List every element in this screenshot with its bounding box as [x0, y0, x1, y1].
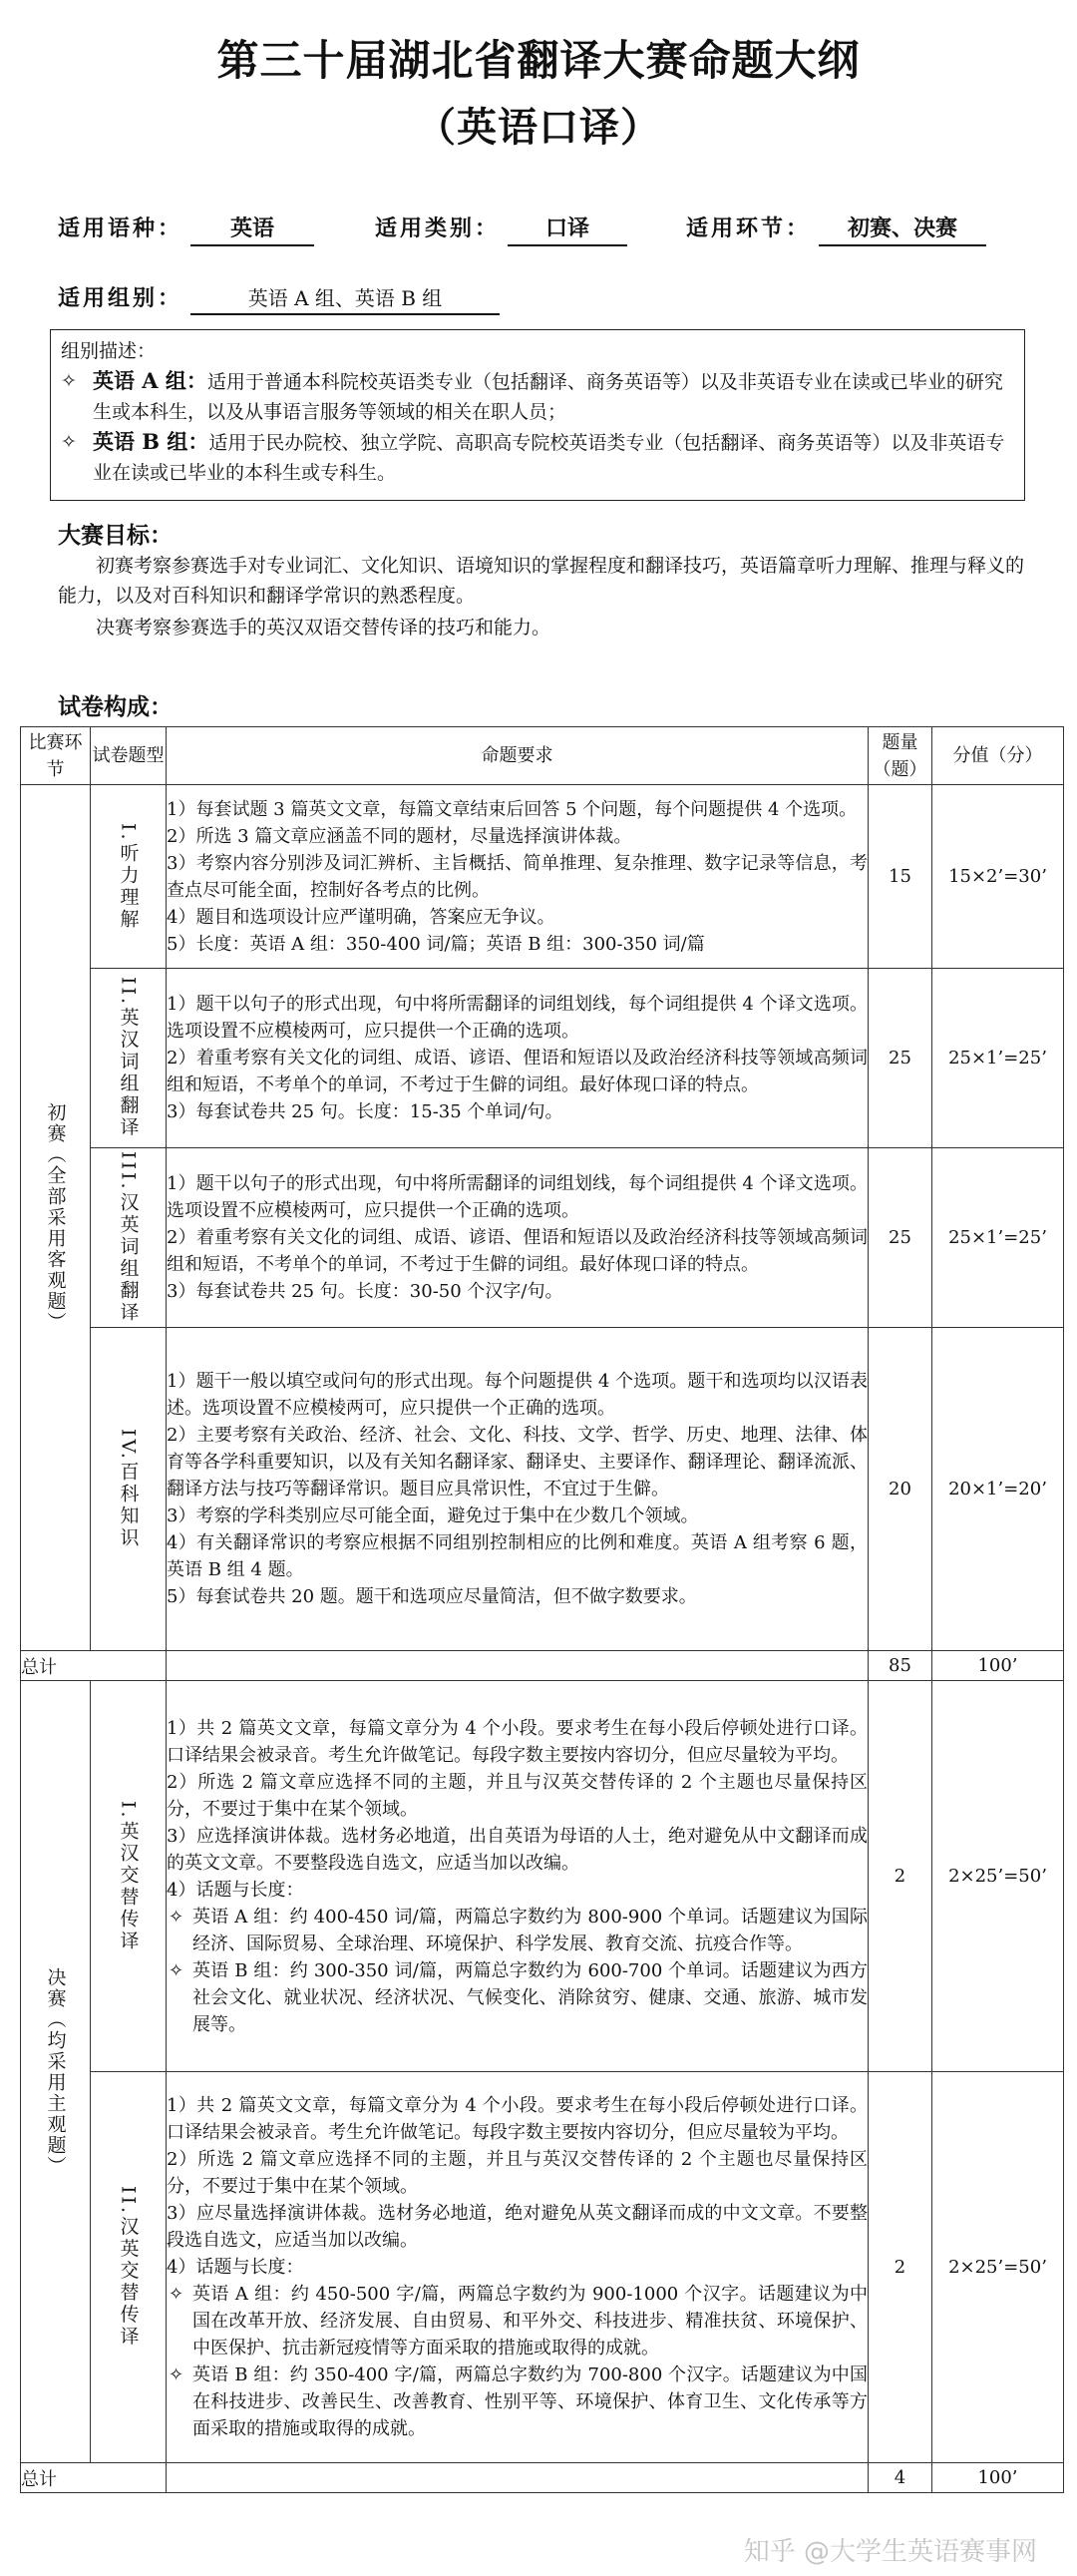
meta-category [375, 212, 627, 246]
question-type-cell [91, 785, 167, 969]
requirement-line: 3）考察的学科类别应尽可能全面，避免过于集中在少数几个领域。 [167, 1505, 699, 1526]
requirement-line: 2）着重考察有关文化的词组、成语、谚语、俚语和短语以及政治经济科技等领域高频词组和短语，不考单个的单词，不考过于生僻的词组。最好体现口译的特点。 [167, 1048, 868, 1095]
question-score: 20×1’=20’ [932, 1328, 1064, 1651]
meta-group [58, 281, 500, 315]
group-b-item [61, 427, 1014, 488]
prelim-stage-cell-label: 初赛（全部采用客观题） [44, 1102, 67, 1333]
meta-language-value: 英语 [190, 212, 314, 246]
question-score: 2×25’=50’ [932, 2072, 1064, 2463]
paper-heading: 试卷构成： [58, 693, 173, 720]
meta-language [58, 212, 314, 246]
meta-stage-value: 初赛、决赛 [819, 212, 986, 246]
question-type-label: I.英汉交替传译 [117, 1800, 140, 1952]
requirement-line: 3）每套试卷共 25 句。长度：30-50 个汉字/句。 [167, 1281, 563, 1302]
requirements-cell [167, 2072, 869, 2463]
question-count: 25 [869, 969, 932, 1148]
document-subtitle: （英语口译） [416, 105, 661, 151]
requirement-subitem [167, 2281, 868, 2361]
requirement-line: 2）主要考察有关政治、经济、社会、文化、科技、文学、哲学、历史、地理、法律、体育等各学科重要知识，以及有关知名翻译家、翻译史、主要译作、翻译理论、翻译流派、翻译方法与技巧等翻译常识。题目应具常识性，不宜过于生僻。 [167, 1425, 868, 1500]
requirement-line: 1）共 2 篇英文文章，每篇文章分为 4 个小段。要求考生在每小段后停顿处进行口译。口译结果会被录音。考生允许做笔记。每段字数主要按内容切分，但应尽量较为平均。 [167, 2095, 868, 2143]
requirements-cell [167, 785, 869, 969]
total-count: 85 [869, 1651, 932, 1681]
meta-stage-key: 适用环节： [686, 215, 812, 241]
requirement-line: 4）话题与长度： [167, 1879, 304, 1901]
question-count: 2 [869, 2072, 932, 2463]
requirement-line: 3）每套试卷共 25 句。长度：15-35 个单词/句。 [167, 1101, 563, 1122]
paper-structure-table [20, 726, 1064, 2493]
question-type-cell [91, 969, 167, 1148]
header-stage: 比赛环节 [21, 727, 91, 785]
requirement-line: 4）话题与长度： [167, 2257, 304, 2278]
total-row [21, 2463, 1064, 2493]
document-title: 第三十届湖北省翻译大赛命题大纲 [216, 36, 861, 85]
goals-heading: 大赛目标： [58, 522, 173, 549]
total-row [21, 1651, 1064, 1681]
requirement-line: 5）长度：英语 A 组：350-400 词/篇；英语 B 组：300-350 词/篇 [167, 933, 705, 955]
requirements-cell [167, 1681, 869, 2072]
diamond-bullet-icon: ✧ [61, 431, 77, 453]
header-requirements: 命题要求 [167, 727, 869, 785]
requirement-line: 2）所选 3 篇文章应涵盖不同的题材，尽量选择演讲体裁。 [167, 825, 632, 847]
requirement-line: 3）应选择演讲体裁。选材务必地道，出自英语为母语的人士，绝对避免从中文翻译而成的英文文章。不要整段选自选文，应适当加以改编。 [167, 1825, 868, 1874]
diamond-bullet-icon: ✧ [169, 2364, 184, 2385]
requirement-line: 2）所选 2 篇文章应选择不同的主题，并且与英汉交替传译的 2 个主题也尽量保持区分，不要过于集中在某个领域。 [167, 2149, 868, 2197]
group-a-label: 英语 A 组： [93, 368, 207, 393]
header-type: 试卷题型 [91, 727, 167, 785]
goals-paragraph-1: 初赛考察参赛选手对专业词汇、文化知识、语境知识的掌握程度和翻译技巧，英语篇章听力理解、推理与释义的能力，以及对百科知识和翻译学常识的熟悉程度。 [58, 555, 1025, 607]
total-label: 总计 [21, 2463, 167, 2493]
requirement-line: 5）每套试卷共 20 题。题干和选项应尽量简洁，但不做字数要求。 [167, 1586, 697, 1607]
requirement-subitem-text: 英语 B 组：约 300-350 词/篇，两篇总字数约为 600-700 个单词。话题建议为西方社会文化、就业状况、经济状况、气候变化、消除贫穷、健康、交通、旅游、城市发展等。 [192, 1959, 868, 2035]
requirement-line: 1）共 2 篇英文文章，每篇文章分为 4 个小段。要求考生在每小段后停顿处进行口译。口译结果会被录音。考生允许做笔记。每段字数主要按内容切分，但应尽量较为平均。 [167, 1717, 868, 1766]
meta-category-key: 适用类别： [375, 215, 501, 241]
question-count: 25 [869, 1148, 932, 1328]
final-stage-cell [21, 1681, 91, 2463]
total-score: 100’ [932, 2463, 1064, 2493]
question-score: 15×2’=30’ [932, 785, 1064, 969]
requirement-subitem-text: 英语 B 组：约 350-400 字/篇，两篇总字数约为 700-800 个汉字。话题建议为中国在科技进步、改善民生、改善教育、性别平等、环境保护、体育卫生、文化传承等方面采取的措施或取得的成就。 [192, 2364, 868, 2439]
requirement-subitem-text: 英语 A 组：约 400-450 词/篇，两篇总字数约为 800-900 个单词。话题建议为国际经济、国际贸易、全球治理、环境保护、科学发展、教育交流、抗疫合作等。 [192, 1906, 868, 1954]
total-count: 4 [869, 2463, 932, 2493]
diamond-bullet-icon: ✧ [169, 2284, 184, 2305]
requirement-subitem [167, 2361, 868, 2442]
requirements-cell [167, 1328, 869, 1651]
total-blank-cell [167, 2463, 869, 2493]
diamond-bullet-icon: ✧ [61, 370, 77, 392]
question-type-label: II.英汉词组翻译 [117, 977, 140, 1139]
requirement-line: 4）有关翻译常识的考察应根据不同组别控制相应的比例和难度。英语 A 组考察 6 题，英语 B 组 4 题。 [167, 1532, 868, 1580]
table-row [21, 785, 1064, 969]
requirements-cell [167, 969, 869, 1148]
requirement-line: 3）考察内容分别涉及词汇辨析、主旨概括、简单推理、复杂推理、数字记录等信息，考查点尽可能全面，控制好各考点的比例。 [167, 852, 868, 901]
question-type-label: II.汉英交替传译 [117, 2186, 140, 2349]
question-type-cell [91, 1681, 167, 2072]
requirement-subitem [167, 1904, 868, 1957]
group-a-item [61, 366, 1014, 427]
question-type-cell [91, 1328, 167, 1651]
group-b-label: 英语 B 组： [93, 429, 209, 454]
question-count: 15 [869, 785, 932, 969]
requirements-cell [167, 1148, 869, 1328]
question-count: 2 [869, 1681, 932, 2072]
requirement-line: 1）题干以句子的形式出现，句中将所需翻译的词组划线，每个词组提供 4 个译文选项。选项设置不应模棱两可，应只提供一个正确的选项。 [167, 994, 868, 1042]
meta-stage [686, 212, 986, 246]
question-type-label: I.听力理解 [117, 822, 140, 931]
total-score: 100’ [932, 1651, 1064, 1681]
group-b-text: 适用于民办院校、独立学院、高职高专院校英语类专业（包括翻译、商务英语等）以及非英语专业在读或已毕业的本科生或专科生。 [93, 432, 1005, 484]
requirement-subitem-text: 英语 A 组：约 450-500 字/篇，两篇总字数约为 900-1000 个汉字。话题建议为中国在改革开放、经济发展、自由贸易、和平外交、科技进步、精准扶贫、环境保护、中医保护、抗击新冠疫情等方面采取的措施或取得的成就。 [192, 2284, 868, 2359]
table-row [21, 969, 1064, 1148]
total-label: 总计 [21, 1651, 167, 1681]
question-score: 2×25’=50’ [932, 1681, 1064, 2072]
table-header-row [21, 727, 1064, 785]
group-a-text: 适用于普通本科院校英语类专业（包括翻译、商务英语等）以及非英语专业在读或已毕业的研究生或本科生，以及从事语言服务等领域的相关在职人员； [93, 371, 1003, 423]
table-row [21, 2072, 1064, 2463]
meta-group-key: 适用组别： [58, 285, 183, 311]
group-description-box [50, 329, 1025, 501]
table-row [21, 1148, 1064, 1328]
requirement-line: 4）题目和选项设计应严谨明确，答案应无争议。 [167, 906, 555, 928]
requirement-subitem [167, 1957, 868, 2038]
header-count: 题量（题） [869, 727, 932, 785]
question-type-cell [91, 1148, 167, 1328]
group-description-heading: 组别描述： [61, 340, 157, 362]
question-count: 20 [869, 1328, 932, 1651]
watermark: 知乎 @大学生英语赛事网 [743, 2537, 1037, 2567]
goals-paragraph-2: 决赛考察参赛选手的英汉双语交替传译的技巧和能力。 [96, 617, 551, 639]
question-score: 25×1’=25’ [932, 1148, 1064, 1328]
final-stage-cell-label: 决赛（均采用主观题） [44, 1966, 67, 2177]
requirement-line: 1）每套试题 3 篇英文文章，每篇文章结束后回答 5 个问题，每个问题提供 4 个选项。 [167, 798, 858, 820]
diamond-bullet-icon: ✧ [169, 1906, 184, 1928]
table-row [21, 1681, 1064, 2072]
requirement-line: 3）应尽量选择演讲体裁。选材务必地道，绝对避免从英文翻译而成的中文文章。不要整段选自选文，应适当加以改编。 [167, 2203, 868, 2251]
meta-category-value: 口译 [508, 212, 627, 246]
diamond-bullet-icon: ✧ [169, 1959, 184, 1981]
question-type-label: III.汉英词组翻译 [117, 1151, 140, 1324]
header-score: 分值（分） [932, 727, 1064, 785]
total-blank-cell [167, 1651, 869, 1681]
requirement-line: 2）所选 2 篇文章应选择不同的主题，并且与汉英交替传译的 2 个主题也尽量保持区分，不要过于集中在某个领域。 [167, 1771, 868, 1820]
question-score: 25×1’=25’ [932, 969, 1064, 1148]
requirement-line: 1）题干一般以填空或问句的形式出现。每个问题提供 4 个选项。题干和选项均以汉语表述。选项设置不应模棱两可，应只提供一个正确的选项。 [167, 1371, 868, 1419]
requirement-line: 2）着重考察有关文化的词组、成语、谚语、俚语和短语以及政治经济科技等领域高频词组和短语，不考单个的单词，不考过于生僻的词组。最好体现口译的特点。 [167, 1227, 868, 1275]
meta-language-key: 适用语种： [58, 215, 183, 241]
meta-group-value: 英语 A 组、英语 B 组 [190, 282, 500, 315]
table-body [21, 785, 1064, 2493]
requirement-line: 1）题干以句子的形式出现，句中将所需翻译的词组划线，每个词组提供 4 个译文选项。选项设置不应模棱两可，应只提供一个正确的选项。 [167, 1173, 868, 1221]
table-row [21, 1328, 1064, 1651]
prelim-stage-cell [21, 785, 91, 1651]
question-type-label: IV.百科知识 [117, 1429, 140, 1549]
question-type-cell [91, 2072, 167, 2463]
